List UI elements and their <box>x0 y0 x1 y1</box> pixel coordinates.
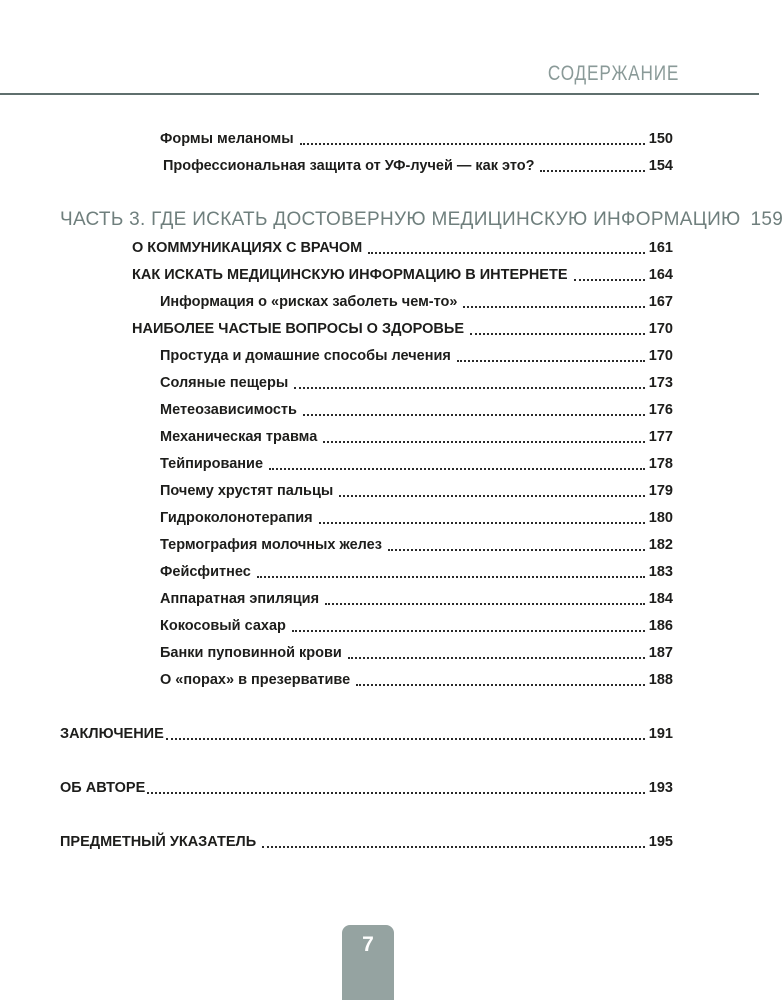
toc-entry-uv-protection[interactable] <box>163 154 673 176</box>
toc-entry-page: 191 <box>648 726 673 742</box>
toc-entry-about-author[interactable] <box>60 776 673 798</box>
dot-leader <box>292 630 645 632</box>
toc-entry-label: Простуда и домашние способы лечения <box>160 348 451 364</box>
toc-entry-page: 195 <box>648 834 673 850</box>
dot-leader <box>574 279 645 281</box>
running-header-title: СОДЕРЖАНИЕ <box>547 62 679 85</box>
toc-entry-cold[interactable] <box>160 344 673 366</box>
toc-entry-label: Кокосовый сахар <box>160 618 286 634</box>
toc-entry-internet-search[interactable] <box>132 263 673 285</box>
toc-entry-thermography[interactable] <box>160 533 673 555</box>
dot-leader <box>147 792 645 794</box>
toc-entry-page: 150 <box>648 131 673 147</box>
dot-leader <box>470 333 645 335</box>
dot-leader <box>319 522 645 524</box>
dot-leader <box>166 738 645 740</box>
toc-entry-hair-removal[interactable] <box>160 587 673 609</box>
toc-entry-taping[interactable] <box>160 452 673 474</box>
dot-leader <box>269 468 645 470</box>
toc-entry-label: Информация о «рисках заболеть чем-то» <box>160 294 458 310</box>
dot-leader <box>303 414 645 416</box>
dot-leader <box>388 549 645 551</box>
toc-entry-label: О «порах» в презервативе <box>160 672 351 688</box>
dot-leader <box>457 360 645 362</box>
toc-entry-page: 170 <box>648 321 673 337</box>
toc-entry-page: 193 <box>648 780 673 796</box>
toc-entry-label: Аппаратная эпиляция <box>160 591 320 607</box>
toc-entry-page: 183 <box>648 564 673 580</box>
dot-leader <box>463 306 644 308</box>
toc-entry-label: Банки пуповинной крови <box>160 645 342 661</box>
toc-part-3[interactable] <box>60 204 783 230</box>
toc-entry-label: НАИБОЛЕЕ ЧАСТЫЕ ВОПРОСЫ О ЗДОРОВЬЕ <box>132 321 464 337</box>
toc-entry-label: Механическая травма <box>160 429 318 445</box>
toc-entry-page: 170 <box>648 348 673 364</box>
dot-leader <box>257 576 645 578</box>
toc-part-label: ЧАСТЬ 3. ГДЕ ИСКАТЬ ДОСТОВЕРНУЮ МЕДИЦИНСКУЮ ИНФОРМАЦИЮ <box>60 209 741 230</box>
toc-entry-meteosensitivity[interactable] <box>160 398 673 420</box>
toc-entry-knuckle-cracking[interactable] <box>160 479 673 501</box>
toc-entry-subject-index[interactable] <box>60 830 673 852</box>
toc-entry-label: Профессиональная защита от УФ-лучей — как это? <box>163 158 535 174</box>
dot-leader <box>540 170 644 172</box>
toc-entry-label: Фейсфитнес <box>160 564 251 580</box>
toc-entry-page: 186 <box>648 618 673 634</box>
toc-entry-mechanical-injury[interactable] <box>160 425 673 447</box>
toc-part-page: 159 <box>750 209 783 230</box>
page-number: 7 <box>362 933 374 956</box>
toc-entry-faq[interactable] <box>132 317 673 339</box>
toc-entry-page: 164 <box>648 267 673 283</box>
toc-entry-melanoma-forms[interactable] <box>160 127 673 149</box>
toc-entry-risk-info[interactable] <box>160 290 673 312</box>
toc-entry-label: Гидроколонотерапия <box>160 510 313 526</box>
toc-entry-page: 187 <box>648 645 673 661</box>
dot-leader <box>262 846 645 848</box>
toc-entry-label: Термография молочных желез <box>160 537 382 553</box>
toc-entry-page: 188 <box>648 672 673 688</box>
dot-leader <box>323 441 645 443</box>
toc-entry-label: КАК ИСКАТЬ МЕДИЦИНСКУЮ ИНФОРМАЦИЮ В ИНТЕРНЕТЕ <box>132 267 568 283</box>
toc-entry-page: 167 <box>648 294 673 310</box>
toc-entry-page: 177 <box>648 429 673 445</box>
toc-entry-label: Тейпирование <box>160 456 264 472</box>
toc-entry-face-fitness[interactable] <box>160 560 673 582</box>
dot-leader <box>339 495 645 497</box>
dot-leader <box>294 387 645 389</box>
toc-entry-page: 154 <box>648 158 673 174</box>
toc-entry-label: ЗАКЛЮЧЕНИЕ <box>60 726 164 742</box>
dot-leader <box>348 657 645 659</box>
dot-leader <box>368 252 645 254</box>
toc-entry-cord-blood[interactable] <box>160 641 673 663</box>
toc-entry-conclusion[interactable] <box>60 722 673 744</box>
page-number-tab <box>342 925 394 1000</box>
toc-entry-label: Соляные пещеры <box>160 375 289 391</box>
header-divider <box>0 93 759 95</box>
toc-entry-label: ОБ АВТОРЕ <box>60 780 146 796</box>
toc-entry-page: 179 <box>648 483 673 499</box>
toc-entry-page: 180 <box>648 510 673 526</box>
toc-entry-label: Метеозависимость <box>160 402 297 418</box>
toc-entry-condom-pores[interactable] <box>160 668 673 690</box>
toc-entry-label: О КОММУНИКАЦИЯХ С ВРАЧОМ <box>132 240 363 256</box>
toc-entry-salt-caves[interactable] <box>160 371 673 393</box>
toc-entry-coconut-sugar[interactable] <box>160 614 673 636</box>
toc-entry-page: 178 <box>648 456 673 472</box>
toc-entry-label: Почему хрустят пальцы <box>160 483 334 499</box>
dot-leader <box>300 143 645 145</box>
toc-entry-page: 182 <box>648 537 673 553</box>
toc-entry-colon-hydrotherapy[interactable] <box>160 506 673 528</box>
toc-entry-doctor-communication[interactable] <box>132 236 673 258</box>
toc-entry-page: 173 <box>648 375 673 391</box>
toc-entry-label: ПРЕДМЕТНЫЙ УКАЗАТЕЛЬ <box>60 834 257 850</box>
dot-leader <box>356 684 645 686</box>
toc-entry-page: 161 <box>648 240 673 256</box>
dot-leader <box>325 603 645 605</box>
toc-entry-page: 184 <box>648 591 673 607</box>
toc-entry-page: 176 <box>648 402 673 418</box>
toc-entry-label: Формы меланомы <box>160 131 294 147</box>
